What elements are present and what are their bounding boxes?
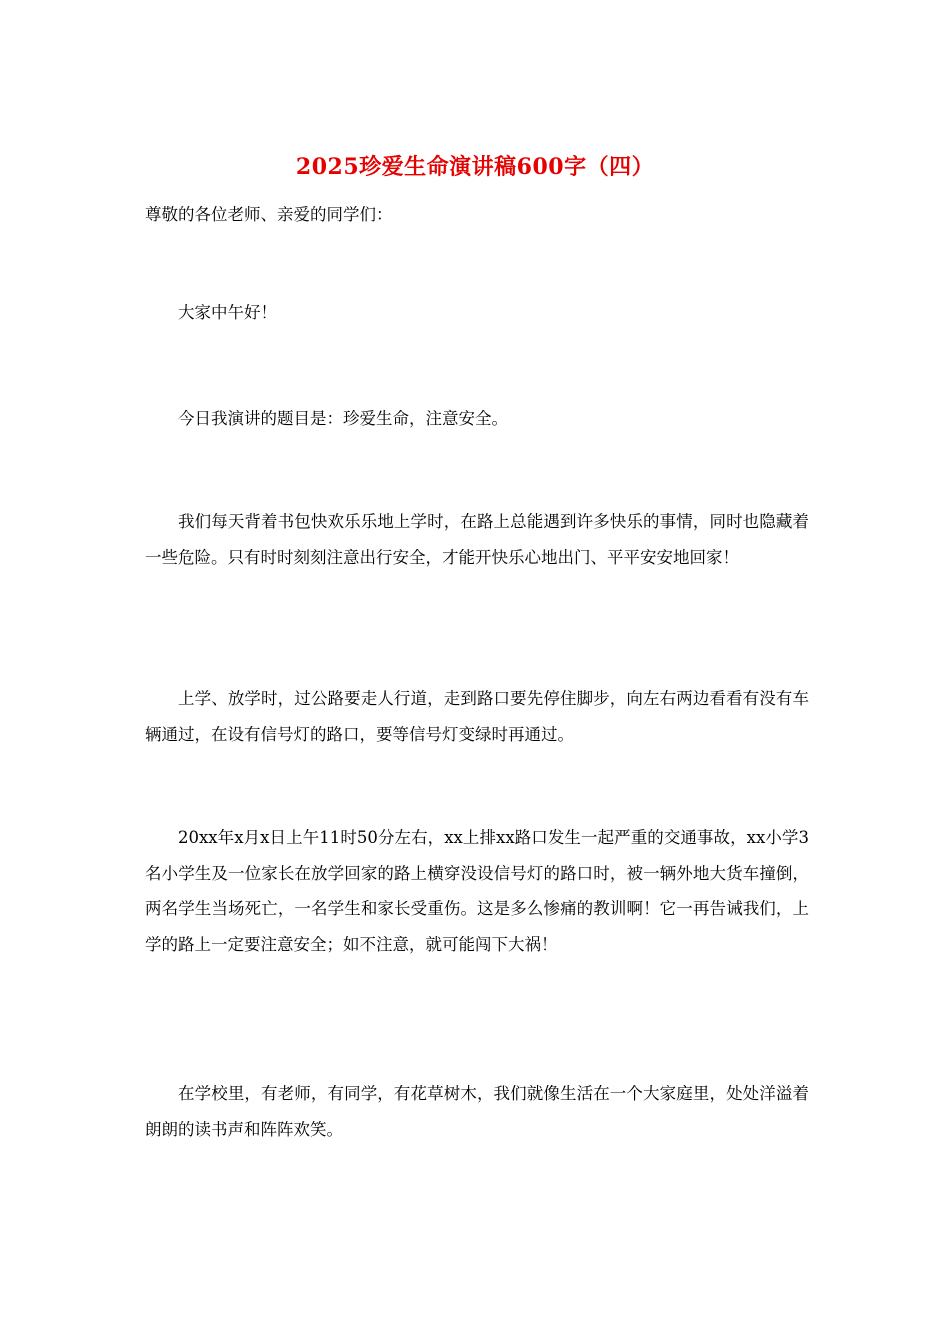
paragraph-accident: 20xx年x月x日上午11时50分左右，xx上排xx路口发生一起严重的交通事故，xx小学3名小学生及一位家长在放学回家的路上横穿没设信号灯的路口时，被一辆外地大货车撞倒，两名学生当场死亡，一名学生和家长受重伤。这是多么惨痛的教训啊！它一再告诫我们，上学的路上一定要注意安全；如不注意，就可能闯下大祸！ [145, 828, 809, 954]
paragraph-school-road: 我们每天背着书包快欢乐乐地上学时，在路上总能遇到许多快乐的事情，同时也隐藏着一些危险。只有时时刻刻注意出行安全，才能开快乐心地出门、平平安安地回家！ [145, 512, 809, 567]
paragraph-greeting: 大家中午好！ [178, 303, 277, 322]
paragraph-school-life: 在学校里，有老师，有同学，有花草树木，我们就像生活在一个大家庭里，处处洋溢着朗朗的读书声和阵阵欢笑。 [145, 1084, 809, 1139]
paragraph-crossing-rules: 上学、放学时，过公路要走人行道，走到路口要先停住脚步，向左右两边看看有没有车辆通过，在设有信号灯的路口，要等信号灯变绿时再通过。 [145, 689, 809, 744]
paragraph-topic: 今日我演讲的题目是：珍爱生命，注意安全。 [178, 409, 508, 428]
document-title: 2025珍爱生命演讲稿600字（四） [295, 154, 655, 180]
salutation: 尊敬的各位老师、亲爱的同学们： [145, 205, 393, 224]
